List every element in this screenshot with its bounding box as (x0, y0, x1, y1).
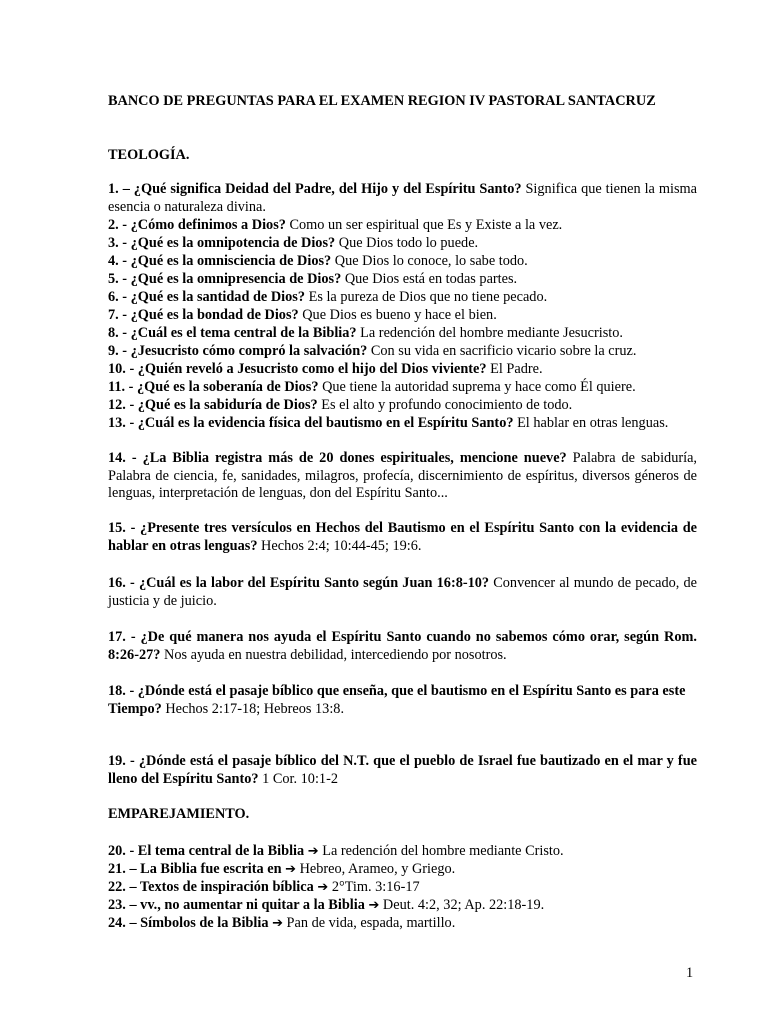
matching-item (108, 897, 697, 915)
question-item (108, 253, 697, 271)
arrow-right-icon: ➔ (272, 916, 283, 931)
question-text-continued: Tiempo? (108, 700, 162, 717)
matching-answer: 2°Tim. 3:16-17 (328, 879, 420, 895)
question-item (108, 307, 697, 325)
question-item (108, 217, 697, 235)
question-text: 3. - ¿Qué es la omnipotencia de Dios? (108, 235, 336, 251)
question-text: 9. - ¿Jesucristo cómo compró la salvación? (108, 343, 368, 359)
question-item (108, 683, 697, 718)
page-number: 1 (686, 965, 694, 981)
question-text: 2. - ¿Cómo definimos a Dios? (108, 217, 286, 233)
answer-text: Con su vida en sacrificio vicario sobre la cruz. (367, 343, 637, 359)
answer-text: Es la pureza de Dios que no tiene pecado. (305, 289, 548, 305)
question-text: 8. - ¿Cuál es el tema central de la Biblia? (108, 325, 357, 341)
section-heading-emparejamiento: EMPAREJAMIENTO. (108, 806, 250, 822)
question-item (108, 397, 697, 415)
matching-item (108, 915, 697, 933)
question-item (108, 343, 697, 361)
answer-text: Como un ser espiritual que Es y Existe a la vez. (285, 217, 563, 233)
answer-text: Convencer al mundo de pecado, de justicia y de juicio. (108, 575, 698, 609)
answer-text: Que Dios está en todas partes. (341, 271, 518, 287)
question-text: 5. - ¿Qué es la omnipresencia de Dios? (108, 271, 342, 287)
answer-text: Que Dios todo lo puede. (335, 235, 479, 251)
document-title: BANCO DE PREGUNTAS PARA EL EXAMEN REGION IV PASTORAL SANTACRUZ (108, 93, 656, 109)
matching-prompt: 22. – Textos de inspiración bíblica (108, 879, 314, 895)
question-item (108, 415, 697, 433)
question-text: 13. - ¿Cuál es la evidencia física del bautismo en el Espíritu Santo? (108, 415, 514, 431)
question-text: 17. - ¿De qué manera nos ayuda el Espíritu Santo cuando no sabemos cómo orar, según Rom. 8:26-27? (108, 629, 697, 663)
answer-text: El hablar en otras lenguas. (513, 415, 669, 431)
question-text: 1. – ¿Qué significa Deidad del Padre, del Hijo y del Espíritu Santo? (108, 181, 522, 197)
question-item (108, 450, 697, 503)
question-text: 12. - ¿Qué es la sabiduría de Dios? (108, 397, 318, 413)
matching-prompt: 24. – Símbolos de la Biblia (108, 915, 269, 931)
matching-prompt: 21. – La Biblia fue escrita en (108, 861, 282, 877)
answer-text: Que tiene la autoridad suprema y hace como Él quiere. (318, 379, 636, 395)
question-text: 7. - ¿Qué es la bondad de Dios? (108, 307, 299, 323)
arrow-right-icon: ➔ (368, 898, 380, 913)
section-heading-teologia: TEOLOGÍA. (108, 147, 190, 163)
question-item (108, 235, 697, 253)
answer-text: La redención del hombre mediante Jesucristo. (356, 325, 623, 341)
matching-item (108, 843, 697, 861)
answer-text: Hechos 2:17-18; Hebreos 13:8. (161, 700, 345, 717)
answer-text: El Padre. (486, 361, 543, 377)
question-item (108, 181, 697, 216)
arrow-right-icon: ➔ (307, 844, 319, 859)
question-item (108, 361, 697, 379)
answer-text: Palabra de sabiduría, Palabra de ciencia, fe, sanidades, milagros, profecía, discernimiento de espíritus, diversos géneros de lenguas, interpretación de lenguas, don del Espíritu Santo... (108, 450, 697, 502)
answer-text: Que Dios es bueno y hace el bien. (298, 307, 497, 323)
question-item (108, 271, 697, 289)
question-text: 16. - ¿Cuál es la labor del Espíritu Santo según Juan 16:8-10? (108, 575, 490, 591)
arrow-right-icon: ➔ (285, 862, 297, 877)
matching-answer: Hebreo, Arameo, y Griego. (296, 861, 456, 877)
matching-item (108, 861, 697, 879)
arrow-right-icon: ➔ (317, 880, 329, 895)
answer-text: Significa que tienen la misma esencia o naturaleza divina. (108, 181, 697, 215)
matching-item (108, 879, 697, 897)
answer-text: 1 Cor. 10:1-2 (258, 770, 338, 787)
question-item (108, 575, 697, 610)
matching-prompt: 20. - El tema central de la Biblia (108, 843, 305, 859)
matching-answer: Deut. 4:2, 32; Ap. 22:18-19. (379, 897, 545, 913)
question-text: 11. - ¿Qué es la soberanía de Dios? (108, 379, 319, 395)
question-text: 18. - ¿Dónde está el pasaje bíblico que enseña, que el bautismo en el Espíritu Santo es para este (108, 683, 686, 699)
question-item (108, 753, 697, 788)
answer-text: Es el alto y profundo conocimiento de todo. (317, 397, 573, 413)
question-text: 15. - ¿Presente tres versículos en Hechos del Bautismo en el Espíritu Santo con la evidencia de hablar en otras lenguas? (108, 520, 697, 554)
question-text: 4. - ¿Qué es la omnisciencia de Dios? (108, 253, 332, 269)
question-item (108, 325, 697, 343)
question-text: 14. - ¿La Biblia registra más de 20 dones espirituales, mencione nueve? (108, 450, 567, 466)
answer-text: Hechos 2:4; 10:44-45; 19:6. (257, 537, 422, 554)
question-item (108, 520, 697, 555)
answer-text: Nos ayuda en nuestra debilidad, intercediendo por nosotros. (160, 646, 507, 663)
matching-answer: Pan de vida, espada, martillo. (282, 915, 456, 931)
question-text: 10. - ¿Quién reveló a Jesucristo como el hijo del Dios viviente? (108, 361, 487, 377)
question-text: 19. - ¿Dónde está el pasaje bíblico del N.T. que el pueblo de Israel fue bautizado en el mar y fue lleno del Espíritu Santo? (108, 753, 697, 787)
question-item (108, 629, 697, 664)
question-item (108, 289, 697, 307)
answer-text: Que Dios lo conoce, lo sabe todo. (331, 253, 528, 269)
question-item (108, 379, 697, 397)
matching-answer: La redención del hombre mediante Cristo. (318, 843, 564, 859)
question-text: 6. - ¿Qué es la santidad de Dios? (108, 289, 306, 305)
matching-prompt: 23. – vv., no aumentar ni quitar a la Biblia (108, 897, 365, 913)
